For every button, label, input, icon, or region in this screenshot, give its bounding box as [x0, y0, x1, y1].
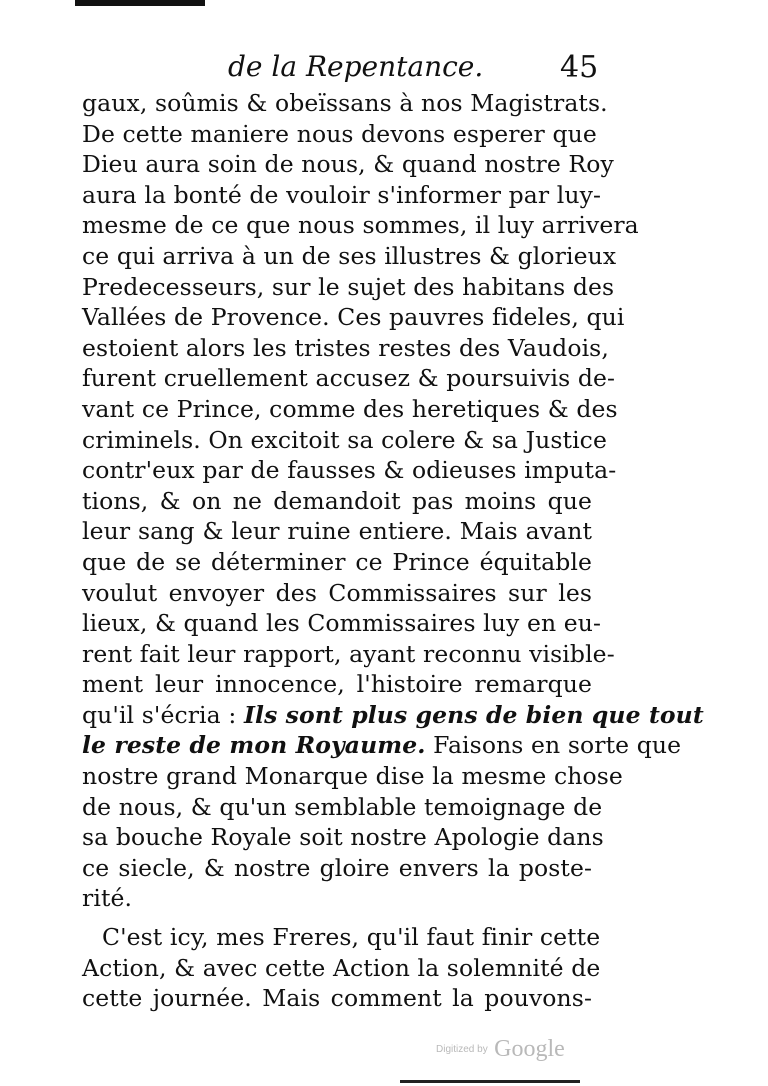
running-head: de la Repentance.	[228, 50, 484, 83]
paragraph-gap	[82, 914, 592, 922]
digitization-watermark	[436, 1036, 565, 1063]
watermark-brand: Google	[494, 1036, 565, 1062]
text-line: criminels. On excitoit sa colere & sa Justice	[82, 425, 607, 454]
paragraph-2	[82, 922, 601, 1014]
text-line: ment leur innocence, l'histoire remarque	[82, 670, 592, 699]
text-line: tions, & on ne demandoit pas moins que	[82, 486, 592, 515]
text-line: mesme de ce que nous sommes, il luy arrivera	[82, 211, 639, 240]
text-line: aura la bonté de vouloir s'informer par luy-	[82, 180, 602, 209]
page-header	[0, 48, 768, 92]
text-line: voulut envoyer des Commissaires sur les	[82, 578, 592, 607]
text-line: lieux, & quand les Commissaires luy en eu-	[82, 609, 602, 638]
text-line: contr'eux par de fausses & odieuses imputa-	[82, 456, 617, 485]
text-line: Predecesseurs, sur le sujet des habitans des	[82, 272, 615, 301]
text-line: de nous, & qu'un semblable temoignage de	[82, 792, 603, 821]
text-line: furent cruellement accusez & poursuivis de-	[82, 364, 616, 393]
text-line: rité.	[82, 884, 133, 913]
text-line: que de se déterminer ce Prince équitable	[82, 547, 592, 576]
quote-line	[82, 730, 682, 761]
text-line: cette journée. Mais comment la pouvons-	[82, 984, 592, 1013]
paragraph-1	[82, 88, 704, 914]
top-border-rule	[75, 0, 205, 6]
watermark-prefix: Digitized by	[436, 1044, 488, 1055]
page-number: 45	[560, 50, 599, 85]
text-line: gaux, soûmis & obeïssans à nos Magistrats.	[82, 89, 608, 117]
text-line: vant ce Prince, comme des heretiques & des	[82, 394, 618, 423]
text-line: ce qui arriva à un de ses illustres & glorieux	[82, 241, 617, 270]
text-line: rent fait leur rapport, ayant reconnu visible-	[82, 639, 615, 668]
text-line: ce siecle, & nostre gloire envers la poste-	[82, 853, 592, 882]
text-line: Action, & avec cette Action la solemnité de	[82, 953, 601, 982]
text-line: leur sang & leur ruine entiere. Mais avant	[82, 517, 592, 546]
text-line: C'est icy, mes Freres, qu'il faut finir cette	[102, 923, 601, 952]
quote-intro: qu'il s'écria :	[82, 700, 244, 729]
text-line: Vallées de Provence. Ces pauvres fideles, qui	[82, 303, 625, 332]
bottom-border-rule	[400, 1080, 580, 1083]
quote-italic: le reste de mon Royaume.	[82, 731, 426, 760]
text-line: sa bouche Royale soit nostre Apologie dans	[82, 823, 604, 852]
text-line: De cette maniere nous devons esperer que	[82, 119, 597, 148]
text-line: estoient alors les tristes restes des Vaudois,	[82, 333, 609, 362]
text-line: nostre grand Monarque dise la mesme chose	[82, 762, 623, 791]
body-text	[82, 88, 704, 1014]
quote-continuation: Faisons en sorte que	[425, 731, 682, 760]
quote-line	[82, 700, 704, 731]
text-line: Dieu aura soin de nous, & quand nostre Roy	[82, 150, 614, 179]
quote-italic: Ils sont plus gens de bien que tout	[243, 700, 704, 729]
